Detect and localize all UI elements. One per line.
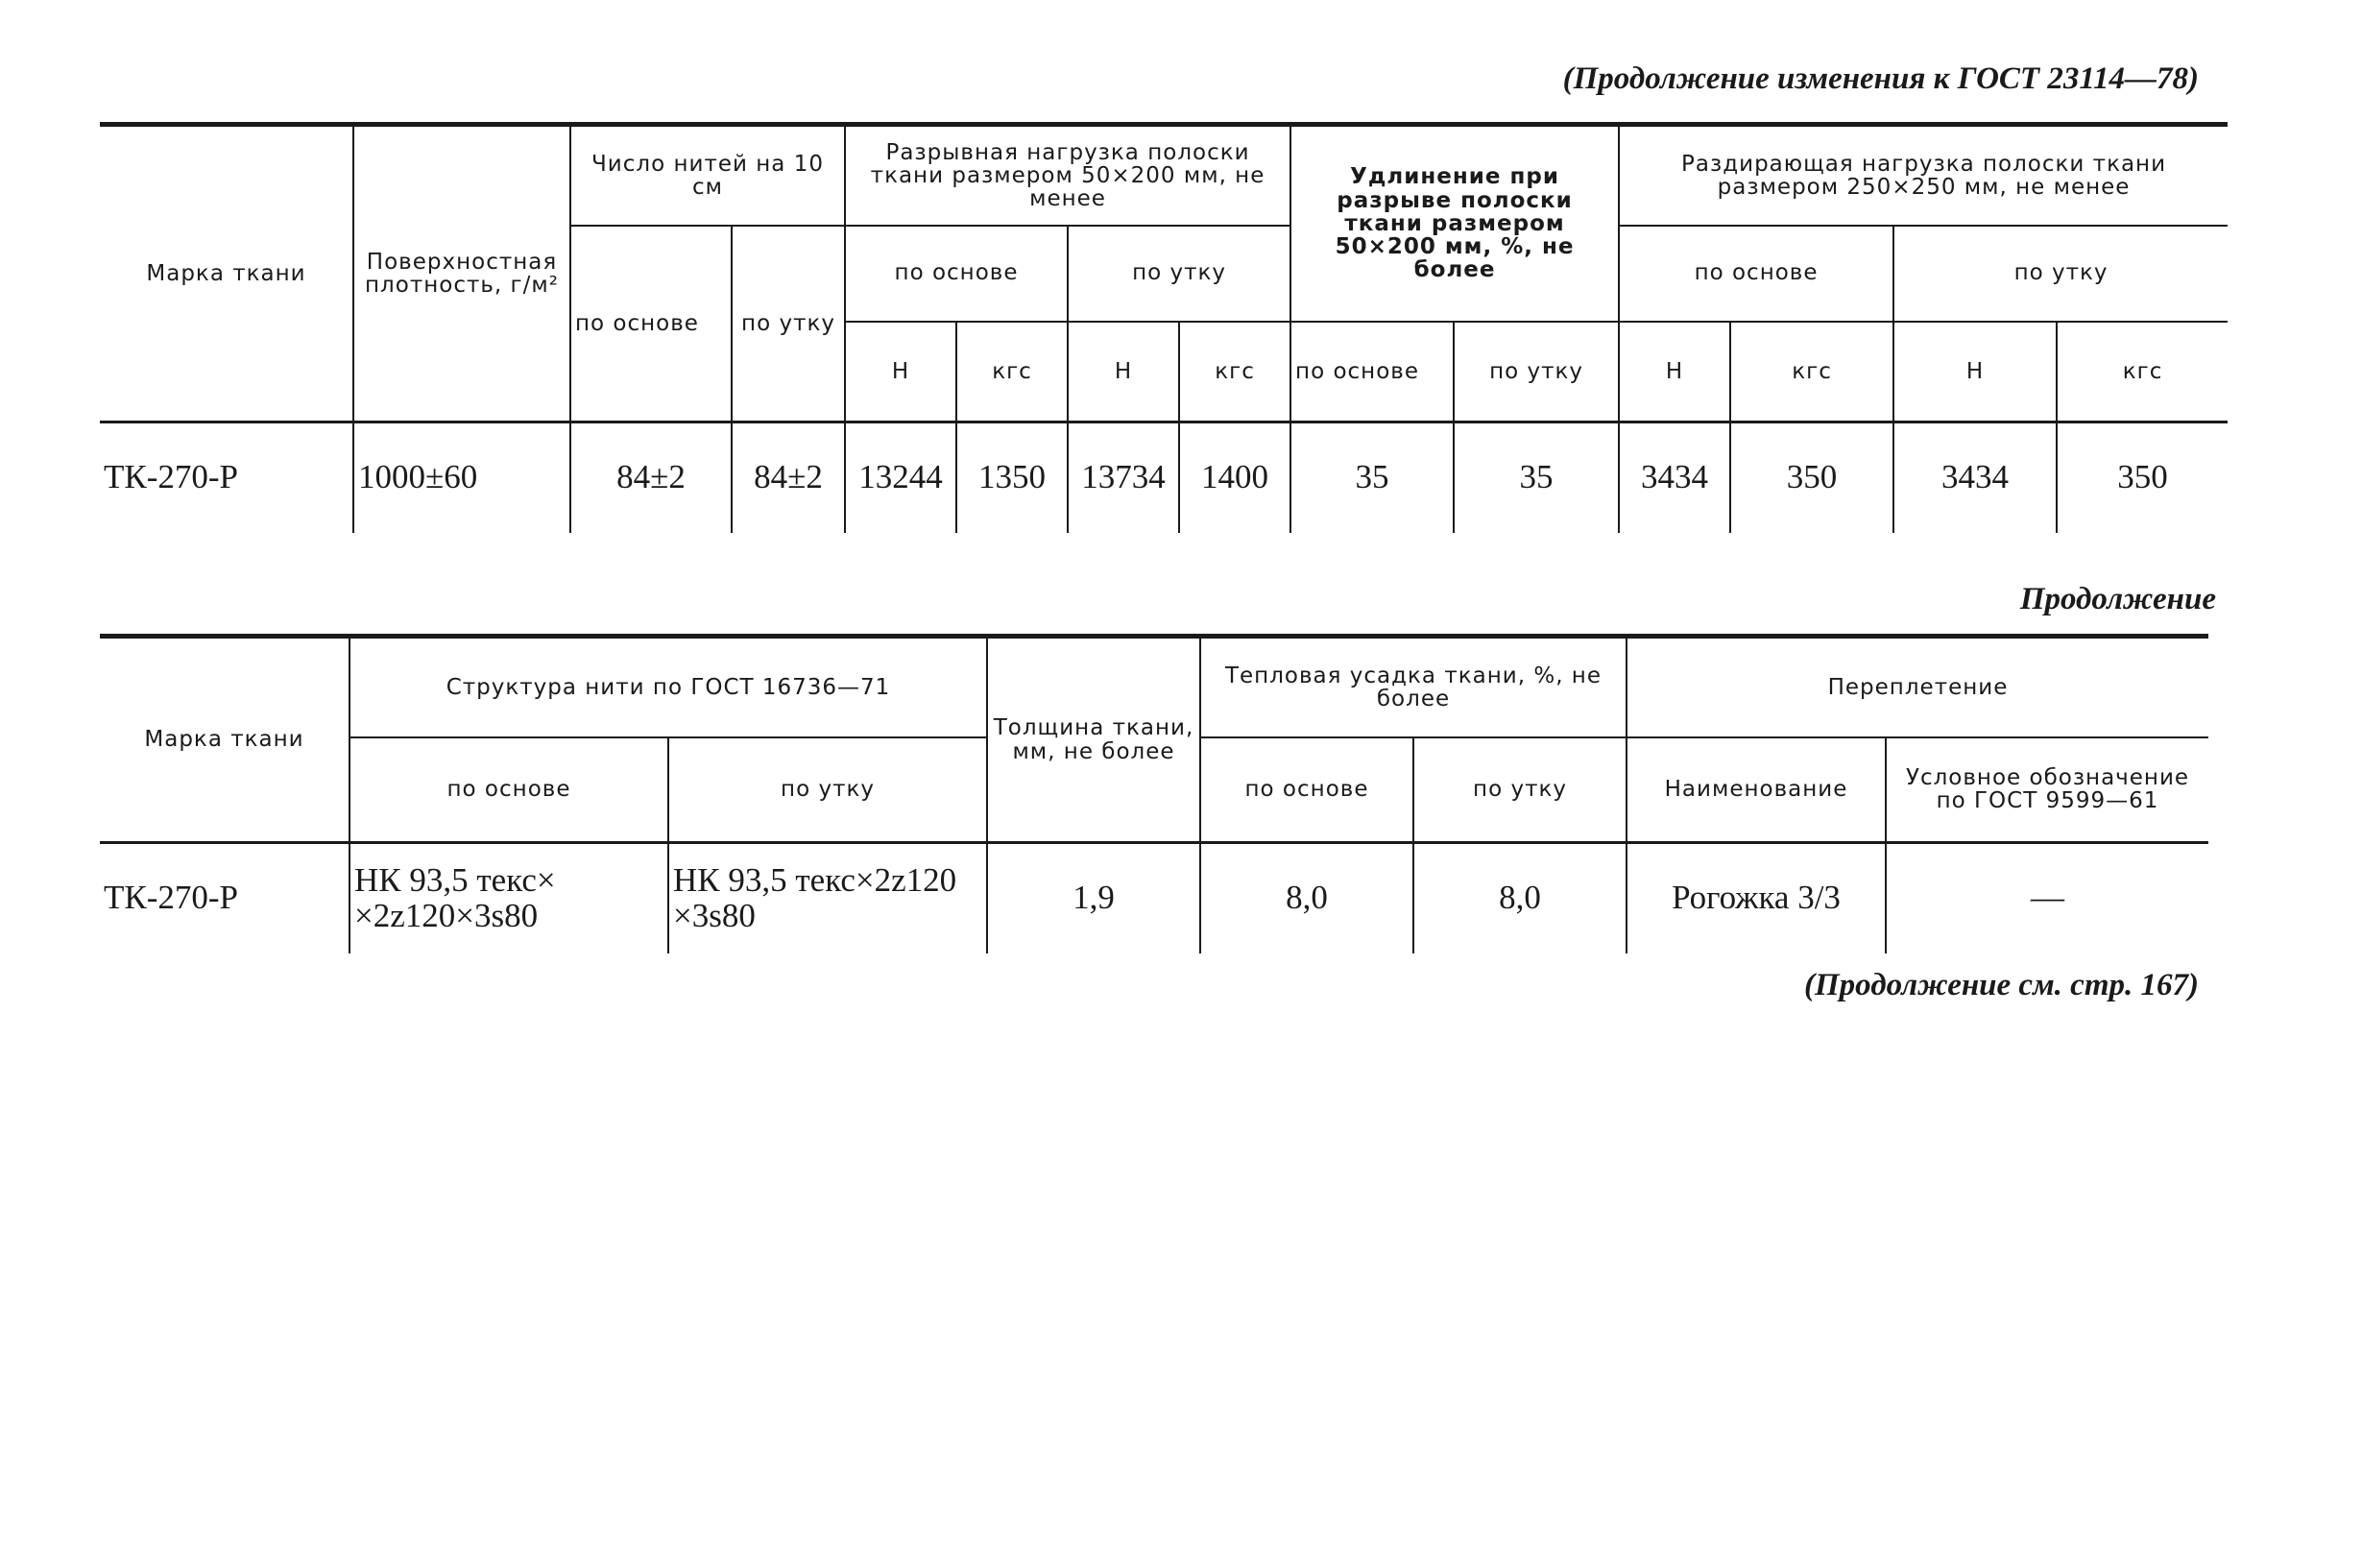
header-threads-warp: по основе [570, 226, 732, 422]
cell-tear-weft-kgf: 350 [2057, 422, 2228, 533]
header-weave-name: Наименование [1627, 737, 1886, 843]
header2-brand: Марка ткани [144, 727, 304, 753]
cell2-brand: ТК-270-Р [100, 843, 349, 953]
cell-tear-warp-kgf: 350 [1730, 422, 1893, 533]
cell-elong-weft: 35 [1454, 422, 1619, 533]
header-threads: Число нитей на 10 см [570, 125, 845, 226]
header-break-weft-unit-n: Н [1068, 322, 1179, 422]
header-brand: Марка ткани [146, 260, 306, 286]
cell-break-warp-n: 13244 [845, 422, 956, 533]
continuation-caption-bottom: (Продолжение см. стр. 167) [1804, 968, 2199, 1002]
header-tear-weft-unit-n: Н [1893, 322, 2057, 422]
header-break-load: Разрывная нагрузка полоски ткани размером 50×200 мм, не менее [845, 125, 1290, 226]
header-structure: Структура нити по ГОСТ 16736—71 [349, 637, 987, 737]
fabric-properties-table-1 [100, 122, 2228, 533]
header-tear-warp-unit-n: Н [1619, 322, 1730, 422]
header-weave: Переплетение [1627, 637, 2208, 737]
header-tear-load: Раздирающая нагрузка полоски ткани размером 250×250 мм, не менее [1619, 125, 2228, 226]
header-tear-warp: по основе [1619, 226, 1893, 322]
cell-tear-warp-n: 3434 [1619, 422, 1730, 533]
header-break-warp-unit-n: Н [845, 322, 956, 422]
cell-shrink-weft: 8,0 [1413, 843, 1627, 953]
header-tear-weft-unit-kgf: кгс [2057, 322, 2228, 422]
header-elongation: Удлинение при разрыве полоски ткани размером 50×200 мм, %, не более [1290, 125, 1619, 322]
cell-threads-warp: 84±2 [570, 422, 732, 533]
cell-structure-weft: НК 93,5 текс×2z120 ×3s80 [668, 843, 987, 953]
header-threads-weft: по утку [732, 226, 845, 422]
header-shrink-weft: по утку [1413, 737, 1627, 843]
header-break-weft-unit-kgf: кгс [1179, 322, 1290, 422]
cell-shrink-warp: 8,0 [1200, 843, 1413, 953]
cell-thickness: 1,9 [987, 843, 1200, 953]
header-structure-weft: по утку [668, 737, 987, 843]
fabric-properties-table-2 [100, 634, 2208, 953]
cell-tear-weft-n: 3434 [1893, 422, 2057, 533]
header-shrink: Тепловая усадка ткани, %, не более [1200, 637, 1627, 737]
header-break-warp: по основе [845, 226, 1068, 322]
header-density: Поверхностная плотность, г/м² [353, 125, 570, 422]
cell-threads-weft: 84±2 [732, 422, 845, 533]
continuation-caption-top: (Продолжение изменения к ГОСТ 23114—78) [1562, 61, 2199, 96]
cell-weave-name: Рогожка 3/3 [1627, 843, 1886, 953]
header-weave-code: Условное обозначение по ГОСТ 9599—61 [1886, 737, 2208, 843]
header-break-warp-unit-kgf: кгс [956, 322, 1068, 422]
header-tear-warp-unit-kgf: кгс [1730, 322, 1893, 422]
cell-break-weft-n: 13734 [1068, 422, 1179, 533]
header-shrink-warp: по основе [1200, 737, 1413, 843]
header-elong-warp: по основе [1290, 322, 1454, 422]
header-elong-weft: по утку [1454, 322, 1619, 422]
cell-weave-code: — [1886, 843, 2208, 953]
cell-density: 1000±60 [353, 422, 570, 533]
cell-elong-warp: 35 [1290, 422, 1454, 533]
header-structure-warp: по основе [349, 737, 668, 843]
continuation-caption-mid: Продолжение [2019, 582, 2216, 616]
cell-break-weft-kgf: 1400 [1179, 422, 1290, 533]
cell-structure-warp: НК 93,5 текс× ×2z120×3s80 [349, 843, 668, 953]
header-tear-weft: по утку [1893, 226, 2228, 322]
cell-brand: ТК-270-Р [100, 422, 353, 533]
header-thickness: Толщина ткани, мм, не более [987, 637, 1200, 843]
header-break-weft: по утку [1068, 226, 1290, 322]
cell-break-warp-kgf: 1350 [956, 422, 1068, 533]
